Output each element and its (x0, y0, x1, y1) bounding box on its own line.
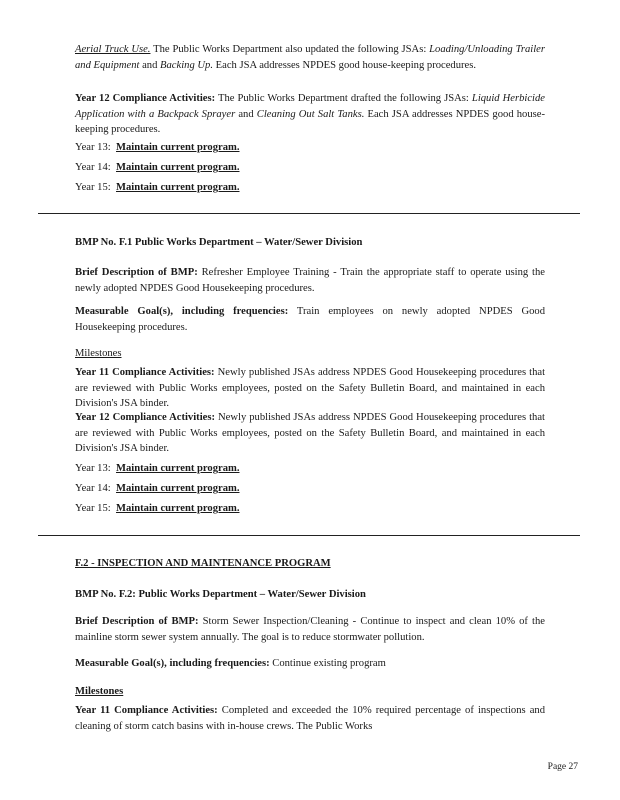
top-y12-jsa1: Liquid Herbicide Application with a Backpack Sprayer (75, 93, 545, 120)
bmp-f2-description (75, 614, 545, 645)
top-y13-label: Year 13: (75, 142, 111, 153)
bmp-f1-goal-label: Measurable Goal(s), including frequencies: (75, 306, 289, 317)
page-number: Page 27 (547, 762, 578, 772)
p1-jsa2: Backing Up. (160, 59, 213, 71)
top-y15-value: Maintain current program. (116, 182, 240, 193)
bmp-f1-year11 (75, 365, 545, 412)
bmp-f1-y13-label: Year 13: (75, 463, 111, 474)
p1-and: and (139, 59, 161, 71)
bmp-f1-description (75, 265, 545, 296)
section-divider (38, 213, 580, 214)
top-y12-label: Year 12 Compliance Activities: (75, 93, 216, 104)
aerial-truck-paragraph (75, 42, 545, 73)
bmp-f1-desc-label: Brief Description of BMP: (75, 267, 198, 278)
bmp-f1-year15-line (75, 501, 545, 517)
aerial-truck-lead: Aerial Truck Use. (75, 44, 151, 55)
bmp-f2-heading: BMP No. F.2: Public Works Department – Water/Sewer Division (75, 589, 366, 600)
top-y12-and: and (235, 108, 257, 120)
p1-mid: The Public Works Department also updated the following JSAs: (150, 44, 430, 55)
bmp-f1-y14-label: Year 14: (75, 483, 111, 494)
bmp-f2-milestones-heading: Milestones (75, 686, 124, 697)
top-y15-label: Year 15: (75, 182, 111, 193)
top-year14-line (75, 160, 545, 176)
bmp-f1-goal (75, 304, 545, 335)
bmp-f1-year12 (75, 410, 545, 457)
bmp-f1-y12-label: Year 12 Compliance Activities: (75, 412, 216, 423)
bmp-f1-year13-line (75, 461, 545, 477)
top-y12-mid: The Public Works Department drafted the following JSAs: (215, 93, 472, 104)
p1-jsa1: Loading/Unloading Trailer and Equipment (75, 44, 546, 71)
f2-section-heading: F.2 - INSPECTION AND MAINTENANCE PROGRAM (75, 558, 331, 569)
top-year13-line (75, 140, 545, 156)
top-y14-value: Maintain current program. (116, 162, 240, 173)
top-y13-value: Maintain current program. (116, 142, 240, 153)
bmp-f1-heading: BMP No. F.1 Public Works Department – Water/Sewer Division (75, 237, 363, 248)
top-y12-tail: Each JSA addresses NPDES good house-keeping procedures. (75, 108, 545, 135)
top-year12-paragraph (75, 91, 545, 138)
section-divider (38, 535, 580, 536)
top-y14-label: Year 14: (75, 162, 111, 173)
bmp-f1-y15-value: Maintain current program. (116, 503, 240, 514)
bmp-f1-y11-text: Newly published JSAs address NPDES Good Housekeeping procedures that are reviewed with Public Works employees, posted on the Safety Bulletin Board, and maintained in each Division's JSA binder. (75, 367, 546, 409)
bmp-f2-goal (75, 656, 545, 672)
bmp-f1-goal-text: Train employees on newly adopted NPDES Good Housekeeping procedures. (75, 306, 546, 333)
bmp-f1-y15-label: Year 15: (75, 503, 111, 514)
bmp-f2-y11-text: Completed and exceeded the 10% required percentage of inspections and cleaning of storm catch basins with in-house crews. The Public Works (75, 705, 545, 732)
bmp-f2-desc-text: Storm Sewer Inspection/Cleaning - Continue to inspect and clean 10% of the mainline storm sewer system annually. The goal is to reduce stormwater pollution. (75, 616, 546, 643)
bmp-f1-milestones-heading: Milestones (75, 348, 122, 359)
bmp-f1-year14-line (75, 481, 545, 497)
bmp-f1-y11-label: Year 11 Compliance Activities: (75, 367, 215, 378)
bmp-f1-y12-text: Newly published JSAs address NPDES Good Housekeeping procedures that are reviewed with Public Works employees, posted on the Safety Bulletin Board, and maintained in each Division's JSA binder. (75, 412, 545, 454)
bmp-f2-year11 (75, 703, 545, 734)
bmp-f1-y13-value: Maintain current program. (116, 463, 240, 474)
bmp-f1-y14-value: Maintain current program. (116, 483, 240, 494)
bmp-f1-desc-text: Refresher Employee Training - Train the appropriate staff to operate using the newly adopted NPDES Good Housekeeping procedures. (75, 267, 545, 294)
p1-tail: Each JSA addresses NPDES good house-keeping procedures. (213, 59, 477, 71)
bmp-f2-goal-label: Measurable Goal(s), including frequencies: (75, 658, 270, 669)
bmp-f2-y11-label: Year 11 Compliance Activities: (75, 705, 218, 716)
top-y12-jsa2: Cleaning Out Salt Tanks. (256, 108, 365, 120)
bmp-f2-goal-text: Continue existing program (269, 658, 386, 669)
bmp-f2-desc-label: Brief Description of BMP: (75, 616, 199, 627)
top-year15-line (75, 180, 545, 196)
